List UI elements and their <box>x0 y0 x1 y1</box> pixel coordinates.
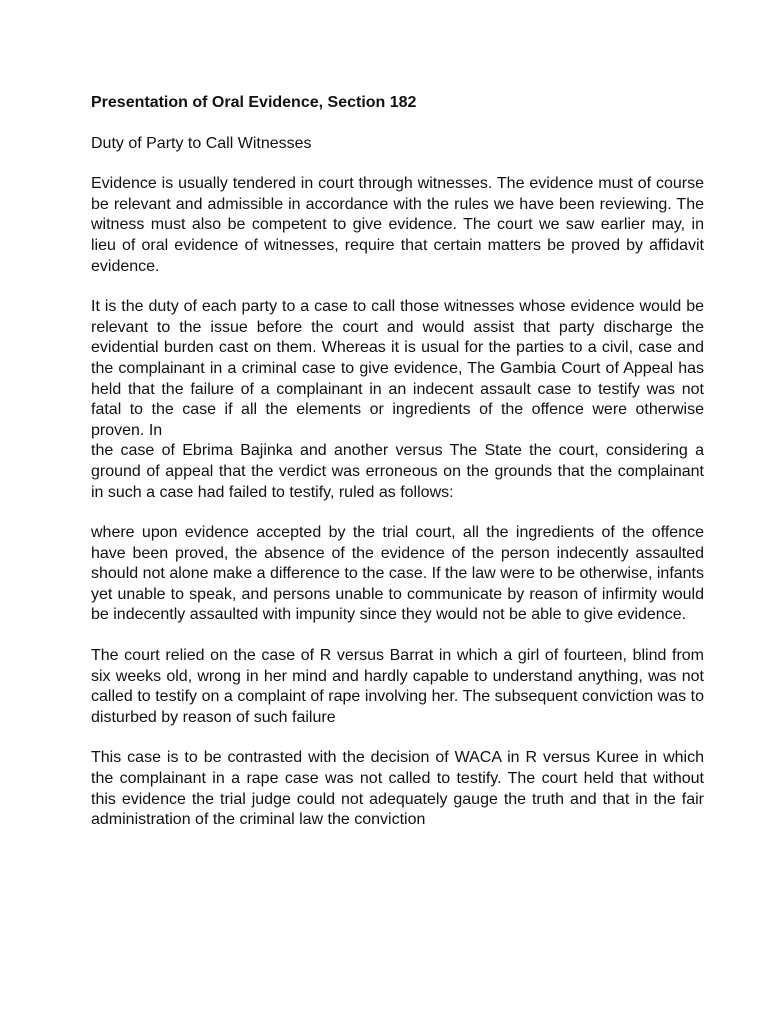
paragraph-court-ruling-quote: where upon evidence accepted by the trial court, all the ingredients of the offence have been proved, the absence of the evidence of the person indecently assaulted should not alone make a difference to the case. If the law were to be otherwise, infants yet unable to speak, and persons unable to communicate by reason of infirmity would be indecently assaulted with impunity since they would not be able to give evidence. <box>91 524 704 624</box>
paragraph-barrat-case: The court relied on the case of R versus Barrat in which a girl of fourteen, blind from six weeks old, wrong in her mind and hardly capable to understand anything, was not called to testify on a complaint of rape involving her. The subsequent conviction was to disturbed by reason of such failure <box>91 647 704 726</box>
paragraph-duty-of-party: It is the duty of each party to a case to call those witnesses whose evidence would be relevant to the issue before the court and would assist that party discharge the evidential burden cast on them. Whereas it is usual for the parties to a civil, case and the complainant in a criminal case to give evidence, The Gambia Court of Appeal has held that the failure of a complainant in an indecent assault case to testify was not fatal to the case if all the elements or ingredients of the offence were otherwise proven. In <box>91 298 704 439</box>
section-subtitle: Duty of Party to Call Witnesses <box>91 134 312 152</box>
document-title: Presentation of Oral Evidence, Section 182 <box>91 94 417 111</box>
document-page <box>91 93 704 831</box>
paragraph-evidence-witnesses: Evidence is usually tendered in court through witnesses. The evidence must of course be relevant and admissible in accordance with the rules we have been reviewing. The witness must also be competent to give evidence. The court we saw earlier may, in lieu of oral evidence of witnesses, require that certain matters be proved by affidavit evidence. <box>91 175 704 275</box>
paragraph-kuree-case: This case is to be contrasted with the decision of WACA in R versus Kuree in which the complainant in a rape case was not called to testify. The court held that without this evidence the trial judge could not adequately gauge the truth and that in the fair administration of the criminal law the conviction <box>91 749 704 829</box>
paragraph-bajinka-case: the case of Ebrima Bajinka and another versus The State the court, considering a ground of appeal that the verdict was erroneous on the grounds that the complainant in such a case had failed to testify, ruled as follows: <box>91 442 704 501</box>
